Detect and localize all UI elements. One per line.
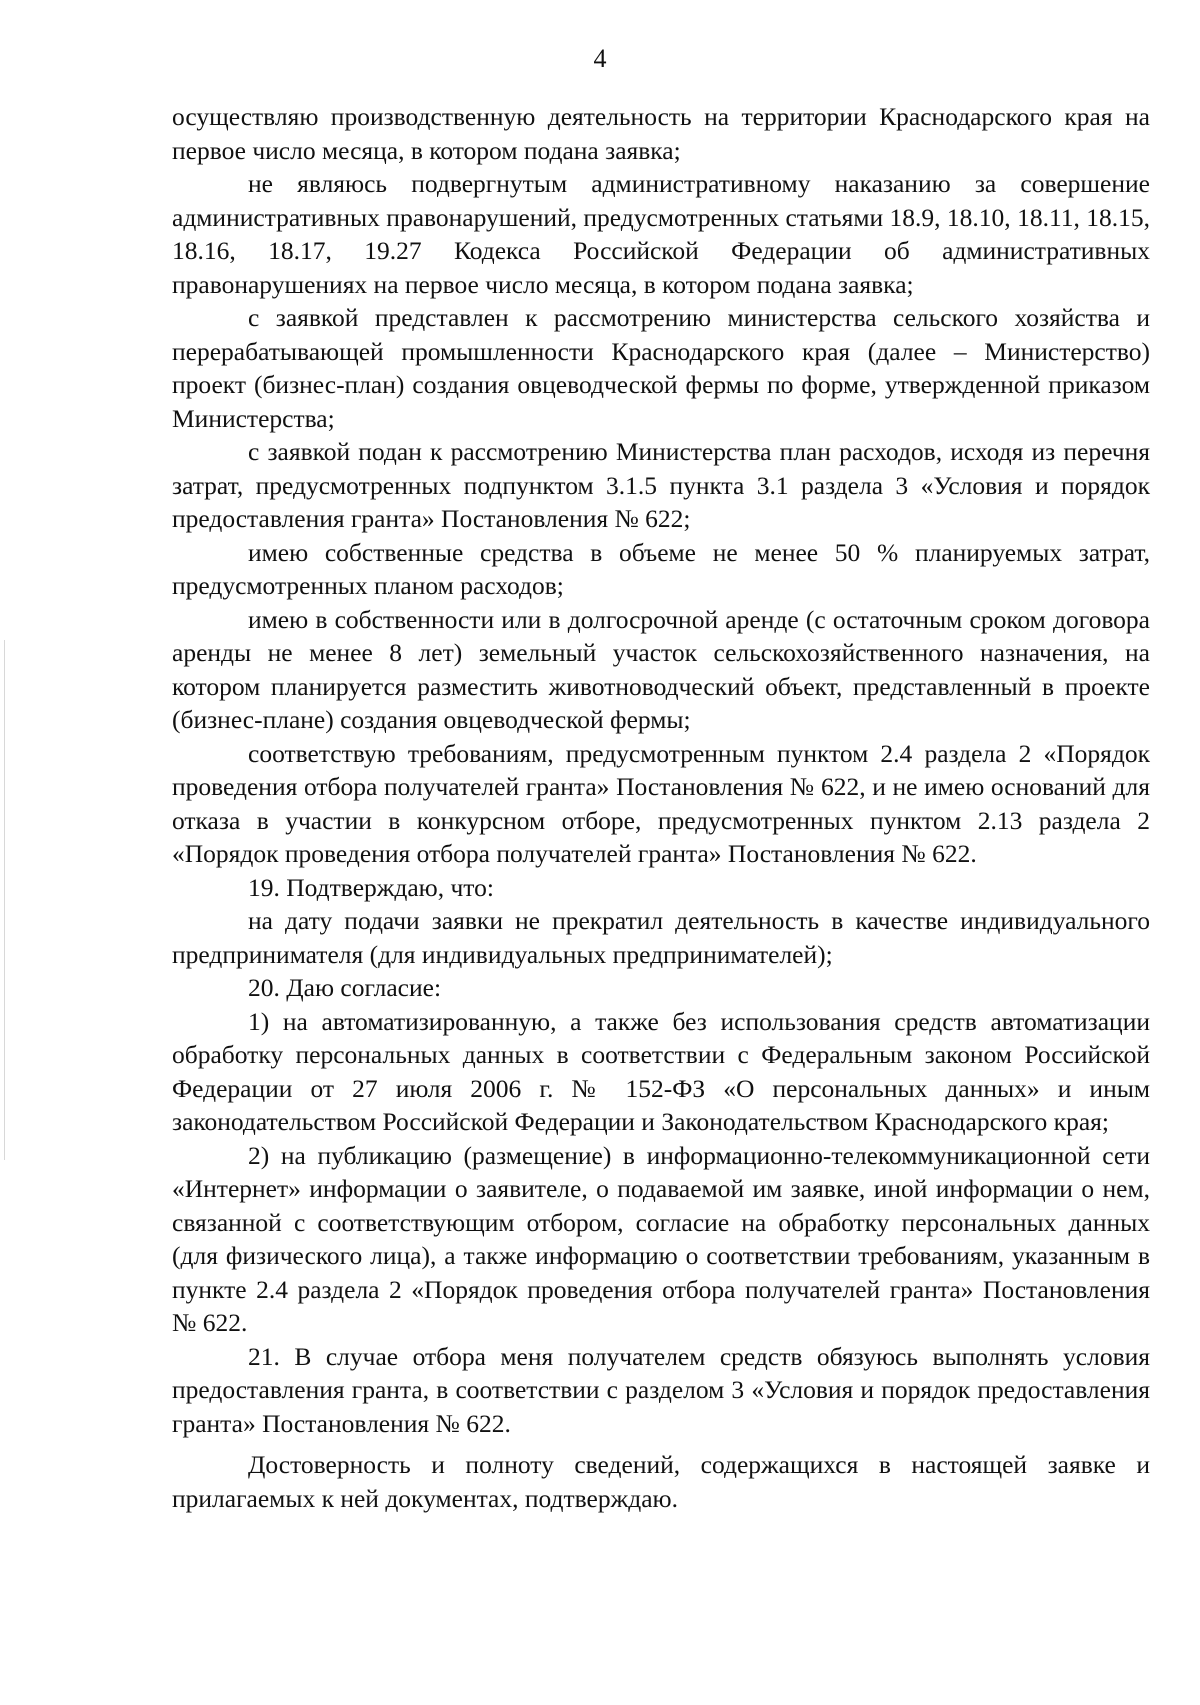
paragraph-item-21: 21. В случае отбора меня получателем средств обязуюсь выполнять условия предоставления гранта, в соответствии с разделом 3 «Условия и порядок предоставления гранта» Постановления № 622. [172, 1341, 1150, 1438]
paragraph-continuation: осуществляю производственную деятельность на территории Краснодарского края на первое число месяца, в котором подана заявка; [172, 102, 1150, 165]
paragraph-no-penalty: не являюсь подвергнутым административному наказанию за совершение административных правонарушений, предусмотренных статьями 18.9, 18.10, 18.11, 18.15, 18.16, 18.17, 19.27 Кодекса Российской Федерации об административных правонарушениях на первое число месяца, в котором подана заявка; [172, 169, 1150, 299]
paragraph-item-20: 20. Даю согласие: [248, 973, 442, 1002]
paragraph-item-19: 19. Подтверждаю, что: [248, 872, 494, 902]
paragraph-business-plan: с заявкой представлен к рассмотрению министерства сельского хозяйства и перерабатывающей промышленности Краснодарского края (далее – Министерство) проект (бизнес-план) создания овцеводческой фермы по форме, утвержденной приказом Министерства; [172, 303, 1150, 433]
paragraph-entrepreneur-status: на дату подачи заявки не прекратил деятельность в качестве индивидуального предпринимателя (для индивидуальных предпринимателей); [172, 906, 1150, 969]
paragraph-land-plot: имею в собственности или в долгосрочной аренде (с остаточным сроком договора аренды не менее 8 лет) земельный участок сельскохозяйственного назначения, на котором планируется разместить животноводческий объект, представленный в проекте (бизнес-плане) создания овцеводческой фермы; [172, 604, 1150, 734]
paragraph-consent-publication: 2) на публикацию (размещение) в информационно-телекоммуникационной сети «Интернет» информации о заявителе, о подаваемой им заявке, иной информации о нем, связанной с соответствующим отбором, согласие на обработку персональных данных (для физического лица), а также информацию о соответствии требованиям, указанным в пункте 2.4 раздела 2 «Порядок проведения отбора получателей гранта» Постановления № 622. [172, 1140, 1150, 1337]
paragraph-consent-personal-data: 1) на автоматизированную, а также без использования средств автоматизации обработку персональных данных в соответствии с Федеральным законом Российской Федерации от 27 июля 2006 г. № 152-ФЗ «О персональных данных» и иным законодательством Российской Федерации и Законодательством Краснодарского края; [172, 1006, 1150, 1136]
scan-edge-line [4, 640, 5, 1160]
page-number: 4 [593, 44, 607, 73]
paragraph-own-funds: имею собственные средства в объеме не менее 50 % планируемых затрат, предусмотренных планом расходов; [172, 537, 1150, 600]
paragraph-confirmation: Достоверность и полноту сведений, содержащихся в настоящей заявке и прилагаемых к ней документах, подтверждаю. [172, 1450, 1150, 1513]
document-body [172, 100, 1150, 1515]
paragraph-requirements: соответствую требованиям, предусмотренным пунктом 2.4 раздела 2 «Порядок проведения отбора получателей гранта» Постановления № 622, и не имею оснований для отказа в участии в конкурсном отборе, предусмотренных пунктом 2.13 раздела 2 «Порядок проведения отбора получателей гранта» Постановления № 622. [172, 738, 1150, 868]
paragraph-expense-plan: с заявкой подан к рассмотрению Министерства план расходов, исходя из перечня затрат, предусмотренных подпунктом 3.1.5 пункта 3.1 раздела 3 «Условия и порядок предоставления гранта» Постановления № 622; [172, 437, 1150, 533]
